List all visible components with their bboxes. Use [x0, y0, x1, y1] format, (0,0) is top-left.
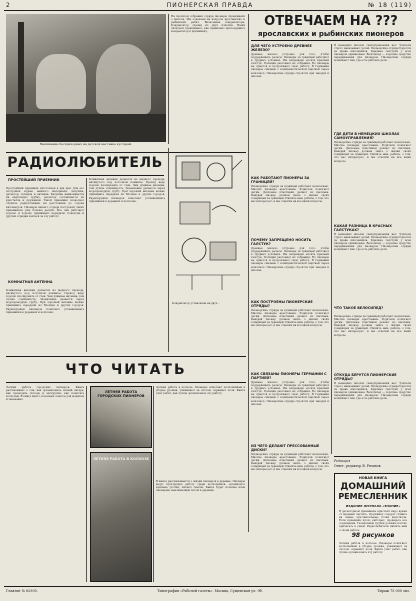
masthead: ПИОНЕРСКАЯ ПРАВДА — [166, 2, 254, 9]
ad-text-2: Летняя работа в колхозе. Пионеры помогают колхозникам в уборке урожая, ухаживают за скотом, охраняют поля. Книга учит ребят, как лучше организовать эту работу. — [339, 542, 407, 555]
subhead-simple-receiver: ПРОСТЕЙШИЙ ПРИЕМНИК — [8, 178, 60, 182]
question-heading-1: ДЛЯ ЧЕГО УСТРОЕНО ДРЕВНЕЕ ЖЕЛЕЗО? — [251, 44, 312, 52]
answers-column-2d: Пионерские отряды за границей работают нелегально. Многие пионеры арестованы. Родители помогают детям. Дисковые пластинки делают из шеллака. Каждый пионер должен знать о жизни своих товарищей за границей. Пишите нам, ребята, о том, что вас интересует, и мы ответим на все ваши вопросы. — [334, 315, 411, 337]
answers-column-2c: В немецких школах самоуправления нет. Учителя строго наказывают детей. Пионерские отряды борются за права школьников. Красные галстуки у всех пионеров одинаковые. Велосипед — хорошее средство передвижения для пионеров. Пионерские отряды возникают там, где есть рабочие дети. — [334, 233, 411, 252]
page-number: 2 — [6, 2, 11, 9]
answers-column-2: В немецких школах самоуправления нет. Учителя строго наказывают детей. Пионерские отряды борются за права школьников. Красные галстуки у всех пионеров одинаковые. Велосипед — хорошее средство передвижения для пионеров. Пионерские отряды возникают там, где есть рабочие дети. — [334, 44, 411, 63]
answers-column-2b: Пионерские отряды за границей работают нелегально. Многие пионеры арестованы. Родители помогают детям. Дисковые пластинки делают из шеллака. Каждый пионер должен знать о жизни своих товарищей за границей. Пишите нам, ребята, о том, что вас интересует, и мы ответим на все ваши вопросы. — [334, 141, 411, 163]
book-cover-kolkhoz — [90, 452, 152, 582]
answers-underline — [251, 40, 411, 41]
ad-title-1: ДОМАШНИЙ — [340, 482, 406, 492]
footer-left: Главлит № 82905. — [6, 589, 38, 593]
answers-column-1c: Древнее железо устроено для того, чтобы поддерживать рельсы. Пионеры за границей работают в трудных условиях. Им запрещено носить красный галстук. Полиция разгоняет их собрания. Но пионеры не сдаются и продолжают свою работу. В Германии пионеры связаны с коммунистической партией через комсомол. Пионерские отряды строятся при заводах и школах. — [251, 247, 329, 272]
issue-number: № 18 (119) — [368, 2, 412, 9]
question-heading-8: КАКАЯ РАЗНИЦА В КРАСНЫХ ГАЛСТУКАХ? — [334, 224, 392, 232]
answers-subheadline: ярославских и рыбинских пионеров — [258, 30, 404, 38]
answers-column-2e: В немецких школах самоуправления нет. Учителя строго наказывают детей. Пионерские отряды борются за права школьников. Красные галстуки у всех пионеров одинаковые. Велосипед — хорошее средство передвижения для пионеров. Пионерские отряды возникают там, где есть рабочие дети. — [334, 382, 411, 401]
answers-column-1d: Пионерские отряды за границей работают нелегально. Многие пионеры арестованы. Родители помогают детям. Дисковые пластинки делают из шеллака. Каждый пионер должен знать о жизни своих товарищей за границей. Пишите нам, ребята, о том, что вас интересует, и мы ответим на все ваши вопросы. — [251, 309, 329, 328]
radio-column-2: Комнатная антенна делается из медного провода, натянутого под потолком комнаты. Провод надо хорошо изолировать от стен. Чем длиннее антенна, тем лучше слышимость. Заземление делается через водопроводную трубу. При хорошей антенне можно принимать передачи из Москвы и других городов. Радиокружки пионеров помогают устанавливать приемники в деревнях и колхозах. — [89, 178, 165, 203]
ad-drawings: 98 рисунков — [351, 532, 395, 539]
photo-caption: Вышивание беспризорных на детской выставке кустарей. — [39, 142, 133, 146]
column-divider — [86, 386, 87, 582]
radio-underline — [6, 175, 164, 176]
question-heading-10: ОТКУДА БЕРУТСЯ ПИОНЕРСКИЕ ОТРЯДЫ? — [334, 373, 397, 381]
question-heading-2: КАК РАБОТАЮТ ПИОНЕРЫ ЗА ГРАНИЦЕЙ? — [251, 176, 310, 184]
footer-center: Типография «Рабочей газеты». Москва, Сущевская ул. 9б. — [157, 589, 263, 593]
mid-column-text: На прошлом собрании отряда пионеры спрашивали о многом. Мы отвечаем на вопросы ярославских и рыбинских ребят. Включение конденсатора. Конденсатор сделан из двух пластин. Наши читатели спрашивают, как правильно присоединить конденсатор к приемнику. — [171, 15, 245, 34]
photo-children-embroidery — [6, 14, 166, 142]
receiver-schematic-icon — [172, 150, 245, 300]
answers-column-1f: Пионерские отряды за границей работают нелегально. Многие пионеры арестованы. Родители помогают детям. Дисковые пластинки делают из шеллака. Каждый пионер должен знать о жизни своих товарищей за границей. Пишите нам, ребята, о том, что вас интересует, и мы ответим на все ваши вопросы. — [251, 453, 329, 472]
column-divider — [168, 148, 169, 352]
read-column-2: Летняя работа в колхозе. Пионеры помогают колхозникам в уборке урожая, ухаживают за скотом, охраняют поля. Книга учит ребят, как лучше организовать эту работу. — [156, 386, 245, 396]
question-heading-4: КАК ПОСТРОЕНЫ ПИОНЕРСКИЕ ОТРЯДЫ? — [251, 300, 313, 308]
column-divider — [248, 14, 249, 532]
answers-column-1b: Пионерские отряды за границей работают нелегально. Многие пионеры арестованы. Родители помогают детям. Дисковые пластинки делают из шеллака. Каждый пионер должен знать о жизни своих товарищей за границей. Пишите нам, ребята, о том, что вас интересует, и мы ответим на все ваши вопросы. — [251, 185, 329, 204]
ad-text: В детекторном приемнике кристалл надо время от времени чистить. Пружинку следует ставить на самые чувствительные точки кристалла. Если приемник плохо работает, проверьте все соединения. Телефонные трубки должны плотно прилегать к ушам. Радиолюбители пишите нам о своей работе. — [339, 510, 407, 532]
ad-subtitle: ИЗДАНИЕ ЖУРНАЛА «ЗНАНИЕ» — [345, 504, 401, 508]
answers-column-1: Древнее железо устроено для того, чтобы поддерживать рельсы. Пионеры за границей работают в трудных условиях. Им запрещено носить красный галстук. Полиция разгоняет их собрания. Но пионеры не сдаются и продолжают свою работу. В Германии пионеры связаны с коммунистической партией через комсомол. Пионерские отряды строятся при заводах и школах. — [251, 53, 329, 78]
book-cover-city-pioneers — [90, 386, 152, 448]
book-cover-title: ЛЕТНЯЯ РАБОТА В КОЛХОЗЕ — [93, 457, 149, 461]
answers-headline: ОТВЕЧАЕМ НА ??? — [264, 14, 398, 29]
book-ad — [334, 473, 412, 583]
footer-right: Тираж 75 000 экз. — [377, 589, 410, 593]
editorial-editor: Ответ. редактор В. Рязанов. — [334, 464, 382, 468]
read-underline — [6, 382, 246, 383]
editorial-divider — [334, 456, 411, 457]
column-divider — [153, 386, 154, 582]
subhead-room-antenna: КОМНАТНАЯ АНТЕННА — [8, 280, 53, 284]
question-heading-6: ИЗ ЧЕГО ДЕЛАЮТ ПРЕССОВАННЫЕ ДИСКИ? — [251, 444, 320, 452]
diagram-caption: Конденсатор установлен на двух... — [172, 302, 220, 305]
footer-divider — [4, 586, 412, 587]
question-heading-7: ГДЕ ДЕТИ В НЕМЕЦКИХ ШКОЛАХ САМОУПРАВЛЕНИЯ? — [334, 132, 400, 140]
ad-title-2: РЕМЕСЛЕННИК — [338, 492, 408, 501]
read-headline: ЧТО ЧИТАТЬ — [65, 362, 187, 378]
answers-column-1e: Древнее железо устроено для того, чтобы поддерживать рельсы. Пионеры за границей работают в трудных условиях. Им запрещено носить красный галстук. Полиция разгоняет их собрания. Но пионеры не сдаются и продолжают свою работу. В Германии пионеры связаны с коммунистической партией через комсомол. Пионерские отряды строятся при заводах и школах. — [251, 381, 329, 406]
radio-column-1b: Комнатная антенна делается из медного провода, натянутого под потолком комнаты. Провод надо хорошо изолировать от стен. Чем длиннее антенна, тем лучше слышимость. Заземление делается через водопроводную трубу. При хорошей антенне можно принимать передачи из Москвы и других городов. Радиокружки пионеров помогают устанавливать приемники в деревнях и колхозах. — [6, 289, 84, 314]
question-heading-5: КАК СВЯЗАНЫ ПИОНЕРЫ ГЕРМАНИИ С ПАРТИЕЙ? — [251, 372, 327, 380]
section-divider — [6, 356, 246, 357]
read-column-1: Летняя работа городских пионеров. Книга рассказывает о том, как организовать летний лагерь, как проводить походы и экскурсии, как помогать колхозам. В книге много полезных советов для вожатых и звеньевых. — [6, 386, 84, 402]
question-heading-9: ЧТО ТАКОЕ ВЕЛОСИПЕД? — [334, 306, 384, 310]
question-heading-3: ПОЧЕМУ ЗАПРЕЩЕНО НОСИТЬ ГАЛСТУК? — [251, 238, 312, 246]
ad-heading: НОВАЯ КНИГА — [359, 476, 387, 480]
radio-headline: РАДИОЛЮБИТЕЛЬ — [7, 155, 163, 171]
book-cover-title: ЛЕТНЯЯ РАБОТА ГОРОДСКИХ ПИОНЕРОВ — [97, 390, 145, 399]
radio-diagram — [172, 150, 245, 300]
read-column-3: В книге рассказывается о жизни пионеров в деревне. Пионеры ведут культурную работу среди колхозников, организуют красные уголки, читают газеты. Книга будет полезна всем пионерам, выезжающим летом в деревню. — [156, 480, 245, 493]
column-divider — [331, 44, 332, 454]
column-divider — [168, 14, 169, 144]
header-divider — [4, 10, 412, 11]
radio-column-1: Простейший приемник изготовлен в два дня. Для его постройки нужно немного материала: катушка, детектор, телефон и антенна. Катушка наматывается на картонную трубку, детектор составляется из кристалла и пружинки. Такой приемник позволяет слушать радиостанцию на расстоянии до сорока километров. Пионеры нашего отряда построили таких приемников уже больше десяти. Все они работают хорошо и хорошо принимают передачи. Советуем и другим отрядам взяться за эту работу. — [6, 187, 84, 218]
column-divider — [86, 178, 87, 352]
editorial-label: Редакция — [334, 459, 351, 463]
